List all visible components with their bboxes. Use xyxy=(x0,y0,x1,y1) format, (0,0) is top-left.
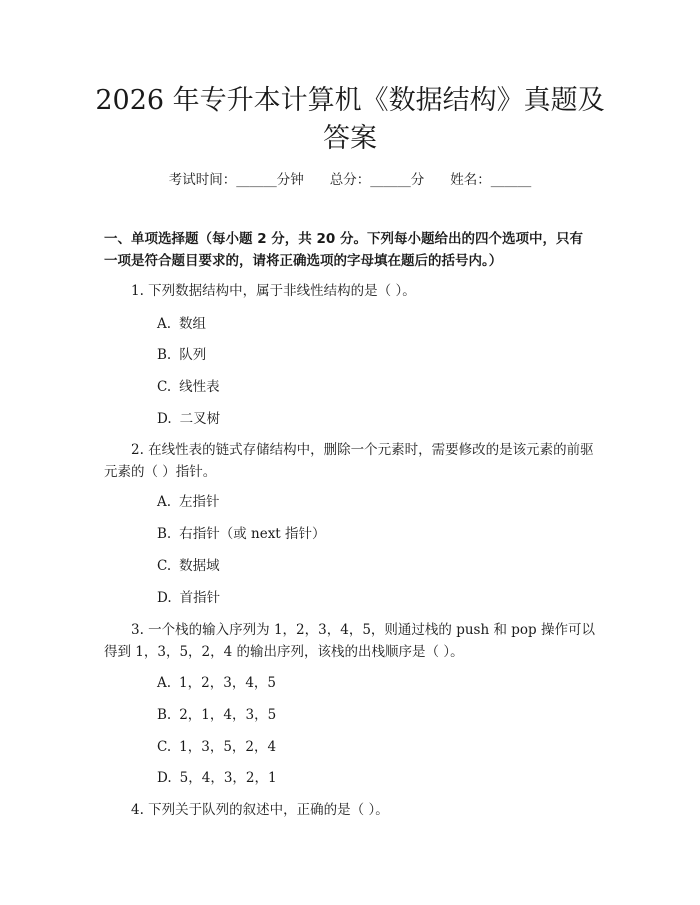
question-option xyxy=(157,706,276,724)
question-option xyxy=(157,315,206,333)
question-option xyxy=(157,589,220,607)
option-letter: C. xyxy=(157,739,172,755)
option-text: 1，2，3，4，5 xyxy=(179,675,276,691)
question-option xyxy=(157,674,276,692)
option-text: 2，1，4，3，5 xyxy=(179,707,277,723)
question-option xyxy=(157,769,277,787)
exam-info-line xyxy=(100,168,600,188)
question-option xyxy=(157,493,220,511)
option-letter: B. xyxy=(157,707,172,723)
question-stem: 4. 下列关于队列的叙述中，正确的是（ ）。 xyxy=(131,802,389,818)
question-stem: 1. 下列数据结构中，属于非线性结构的是（ ）。 xyxy=(131,283,416,299)
option-letter: B. xyxy=(157,347,172,363)
question-option xyxy=(157,346,206,364)
option-text: 队列 xyxy=(179,347,207,363)
student-name-field: 姓名：______ xyxy=(450,172,532,188)
option-text: 1，3，5，2，4 xyxy=(179,739,277,755)
option-letter: C. xyxy=(157,558,172,574)
option-text: 左指针 xyxy=(179,494,220,510)
section-heading: 一、单项选择题（每小题 2 分，共 20 分。下列每小题给出的四个选项中，只有一项是符合题目要求的，请将正确选项的字母填在题后的括号内。） xyxy=(104,231,583,269)
option-letter: D. xyxy=(157,770,172,786)
question-option xyxy=(157,557,220,575)
option-letter: A. xyxy=(157,494,172,510)
option-text: 数据域 xyxy=(179,558,220,574)
option-letter: D. xyxy=(157,590,172,606)
page-title: 2026 年专升本计算机《数据结构》真题及答案 xyxy=(95,85,605,154)
option-text: 数组 xyxy=(179,316,207,332)
question-option xyxy=(157,738,276,756)
option-text: 首指针 xyxy=(179,590,221,606)
option-letter: C. xyxy=(157,379,172,395)
option-text: 线性表 xyxy=(179,379,220,395)
option-letter: D. xyxy=(157,411,172,427)
option-text: 5，4，3，2，1 xyxy=(179,770,277,786)
question-stem: 3. 一个栈的输入序列为 1，2，3，4，5，则通过栈的 push 和 pop 操作可以得到 1，3，5，2，4 的输出序列，该栈的出栈顺序是（ ）。 xyxy=(104,622,595,660)
question-option xyxy=(157,525,326,543)
option-letter: A. xyxy=(157,675,172,691)
total-score-field: 总分：______分 xyxy=(329,172,425,188)
question-option xyxy=(157,378,220,396)
exam-time-field: 考试时间：______分钟 xyxy=(168,172,304,188)
option-letter: A. xyxy=(157,316,172,332)
option-text: 右指针（或 next 指针） xyxy=(179,526,326,542)
option-letter: B. xyxy=(157,526,172,542)
question-option xyxy=(157,410,220,428)
option-text: 二叉树 xyxy=(179,411,221,427)
question-stem: 2. 在线性表的链式存储结构中，删除一个元素时，需要修改的是该元素的前驱元素的（ ）指针。 xyxy=(104,442,594,480)
